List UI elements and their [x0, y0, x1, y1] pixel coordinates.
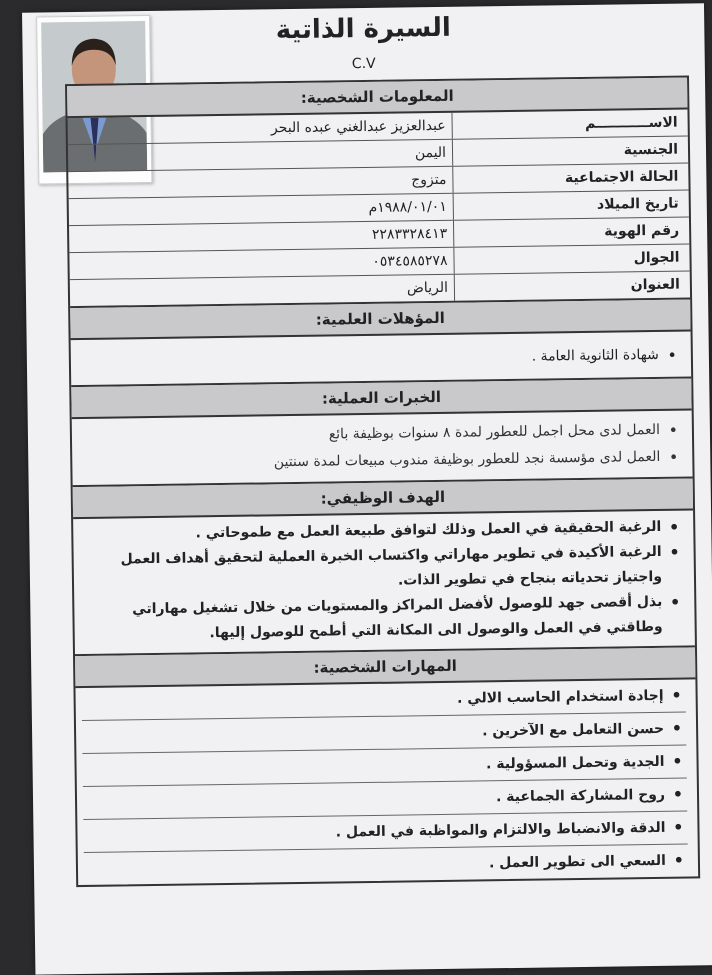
info-label: الجوال	[453, 244, 689, 273]
info-value: متزوج	[411, 171, 447, 189]
personal-info-table	[68, 109, 691, 308]
list-item: • الدقة والانضباط والالتزام والمواظبة في العمل .	[83, 812, 687, 853]
info-label: العنوان	[454, 271, 690, 300]
list-item: • شهادة الثانوية العامة .	[77, 342, 681, 377]
info-value: ١٩٨٨/٠١/٠١م	[368, 198, 447, 216]
skills-header: المهارات الشخصية:	[75, 647, 695, 688]
list-item: • حسن التعامل مع الآخرين .	[82, 713, 686, 754]
info-label: تاريخ الميلاد	[453, 190, 689, 219]
experience-section	[72, 410, 693, 487]
list-item: • الرغبة الحقيقية في العمل وذلك لتوافق طبيعة العمل مع طموحاتي .	[79, 515, 683, 548]
qualifications-header: المؤهلات العلمية:	[70, 299, 690, 340]
cv-form	[65, 75, 700, 887]
page-title: السيرة الذاتية	[275, 12, 452, 46]
list-item: • روح المشاركة الجماعية .	[83, 779, 687, 820]
info-value: الرياض	[406, 279, 449, 297]
list-item: • السعي الى تطوير العمل .	[84, 845, 688, 885]
info-label: الاســـــــــــم	[451, 109, 687, 138]
list-item: • بذل أقصى جهد للوصول لأفضل المراكز والمستويات من خلال تشغيل مهاراتي وطاقتي في العمل والوصول الى المكانة التي أطمح للوصول إليها.	[80, 590, 685, 648]
info-label: الحالة الاجتماعية	[452, 163, 688, 192]
info-value: اليمن	[414, 144, 447, 162]
objective-header: الهدف الوظيفي:	[73, 478, 693, 519]
list-item: • العمل لدى مؤسسة نجد للعطور بوظيفة مندوب مبيعات لمدة سنتين	[78, 444, 682, 479]
page-subtitle: C.V	[351, 55, 376, 73]
info-value: ٢٢٨٣٣٢٨٤١٣	[371, 225, 448, 243]
objective-section	[73, 510, 695, 656]
info-value: عبدالعزيز عبدالغني عبده البحر	[270, 117, 446, 137]
info-value: ٠٥٣٤٥٨٥٢٧٨	[372, 252, 448, 270]
skills-section	[75, 679, 698, 885]
info-label: رقم الهوية	[453, 217, 689, 246]
info-label: الجنسية	[452, 136, 688, 165]
list-item: • الرغبة الأكيدة في تطوير مهاراتي واكتساب الخبرة العملية لتحقيق أهداف العمل واجتياز تحدياته بنجاح في تطوير الذات.	[80, 540, 685, 598]
list-item: • إجادة استخدام الحاسب الالي .	[81, 680, 685, 721]
cv-document	[22, 3, 712, 974]
list-item: • العمل لدى محل اجمل للعطور لمدة ٨ سنوات بوظيفة بائع	[78, 417, 682, 452]
personal-info-header: المعلومات الشخصية:	[67, 77, 687, 118]
experience-header: الخبرات العملية:	[71, 378, 691, 419]
list-item: • الجدية وتحمل المسؤولية .	[82, 746, 686, 787]
